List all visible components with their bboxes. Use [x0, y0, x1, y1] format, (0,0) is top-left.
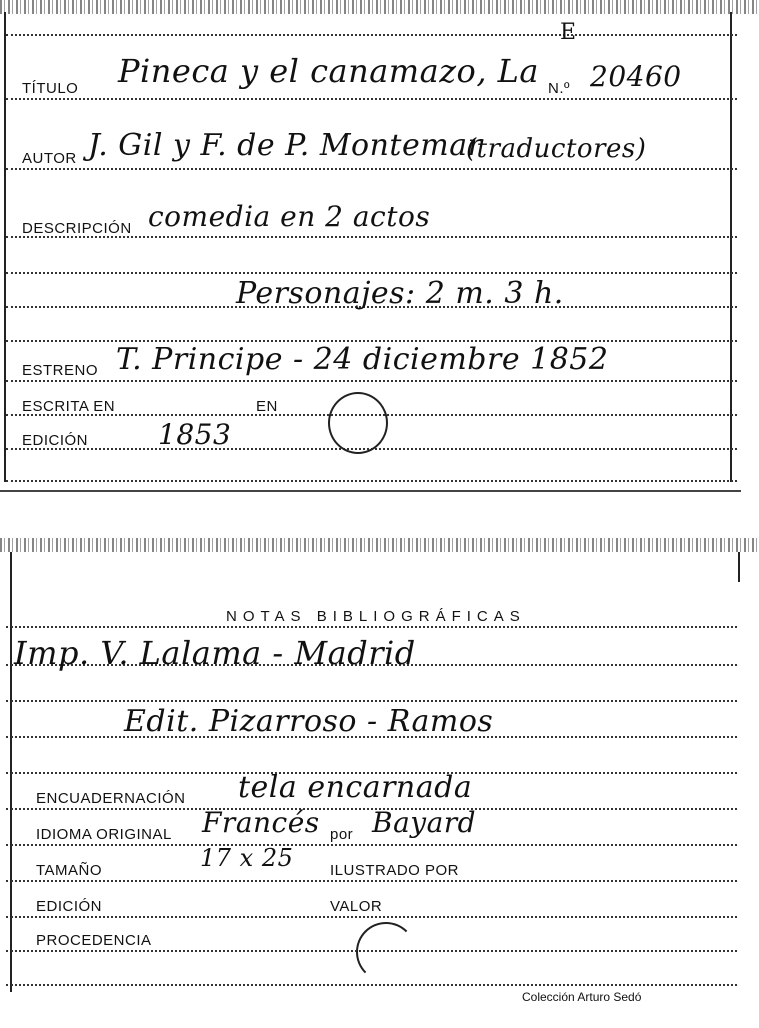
estreno-label: ESTRENO [22, 362, 99, 379]
card-top-edge-noise [0, 538, 759, 552]
card-right-border [730, 12, 732, 482]
rule-line [6, 844, 737, 846]
rule-line [6, 626, 737, 628]
valor-label: VALOR [330, 898, 383, 915]
notas-heading: NOTAS BIBLIOGRÁFICAS [226, 608, 526, 625]
descripcion-value: comedia en 2 actos [148, 200, 431, 233]
catalog-card-top [0, 0, 759, 488]
rule-line [6, 98, 737, 100]
editor-value: Edit. Pizarroso - Ramos [124, 704, 494, 739]
autor-value: J. Gil y F. de P. Montemar [88, 128, 483, 163]
rule-line [6, 168, 737, 170]
catalog-card-bottom [0, 538, 759, 1008]
edicion-label: EDICIÓN [36, 898, 103, 915]
punch-hole [356, 922, 416, 982]
collection-footer: Colección Arturo Sedó [522, 990, 642, 1004]
por-label: por [330, 826, 354, 843]
idioma-value: Francés [202, 806, 320, 839]
titulo-value: Pineca y el canamazo, La [118, 52, 539, 90]
numero-label: N.º [548, 80, 570, 97]
rule-line [6, 380, 737, 382]
punch-hole [328, 392, 388, 454]
rule-line [6, 916, 737, 918]
rule-line [6, 34, 737, 36]
edicion-label: EDICIÓN [22, 432, 89, 449]
descripcion-label: DESCRIPCIÓN [22, 220, 132, 237]
rule-line [6, 700, 737, 702]
card-separator [0, 490, 741, 492]
titulo-label: TÍTULO [22, 80, 79, 97]
encuadernacion-label: ENCUADERNACIÓN [36, 790, 186, 807]
idioma-label: IDIOMA ORIGINAL [36, 826, 172, 843]
estreno-value: T. Principe - 24 diciembre 1852 [116, 342, 609, 377]
encuadernacion-value: tela encarnada [238, 770, 473, 805]
rule-line [6, 984, 737, 986]
ilustrado-label: ILUSTRADO POR [330, 862, 460, 879]
imprenta-value: Imp. V. Lalama - Madrid [14, 634, 416, 672]
tamano-label: TAMAÑO [36, 862, 103, 879]
personajes-value: Personajes: 2 m. 3 h. [236, 276, 564, 311]
card-top-edge-noise [0, 0, 759, 14]
autor-note: (traductores) [466, 134, 647, 164]
numero-mark: E [560, 20, 577, 45]
edicion-value: 1853 [158, 418, 232, 451]
rule-line [6, 272, 737, 274]
escrita-en-label: ESCRITA EN [22, 398, 116, 415]
card-left-border [4, 12, 6, 482]
numero-value: 20460 [590, 60, 682, 93]
por-value: Bayard [372, 806, 477, 839]
en-label: EN [256, 398, 278, 415]
autor-label: AUTOR [22, 150, 77, 167]
rule-line [6, 480, 737, 482]
procedencia-label: PROCEDENCIA [36, 932, 152, 949]
rule-line [6, 880, 737, 882]
tamano-value: 17 x 25 [200, 844, 294, 872]
card-right-border [738, 552, 740, 582]
